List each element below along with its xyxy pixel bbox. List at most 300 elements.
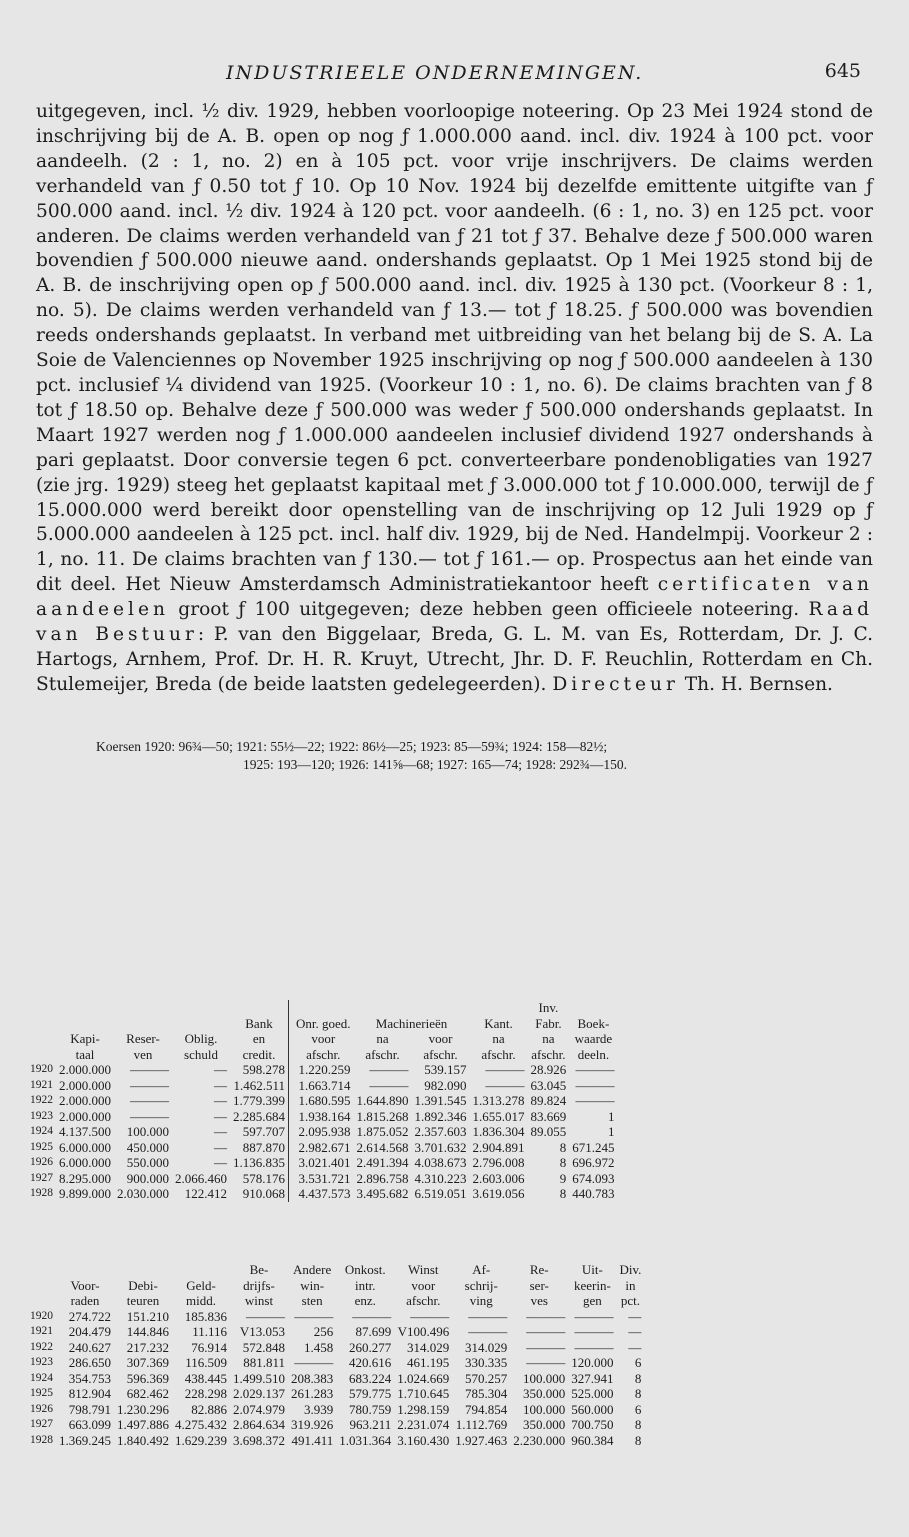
table-cell: ———: [294, 1308, 334, 1324]
table-cell: ———: [246, 1308, 285, 1324]
table-cell: —: [628, 1308, 642, 1324]
table-cell: 3.939: [304, 1401, 334, 1417]
table-cell: 2.000.000: [59, 1093, 111, 1108]
table-cell: 314.029: [465, 1339, 508, 1355]
table-cell: ———: [575, 1062, 615, 1077]
table-cell: 4.275.432: [175, 1417, 227, 1432]
text-segment-4: Th. H. Bernsen.: [678, 673, 833, 695]
balance-header: taal: [75, 1046, 95, 1062]
table-cell: V13.053: [239, 1324, 285, 1339]
results-header: voor: [411, 1277, 436, 1293]
table-cell: 3.698.372: [233, 1432, 285, 1448]
table-cell: 8: [634, 1370, 642, 1386]
table-cell: 3.021.401: [298, 1155, 351, 1170]
results-table: [30, 1262, 644, 1448]
results-header: Debi-: [128, 1277, 158, 1293]
row-year: 1927: [30, 1418, 53, 1430]
table-row: [30, 1371, 644, 1387]
table-cell: 2.285.684: [233, 1108, 285, 1124]
text-segment-3: : P. van den Biggelaar, Breda, G. L. M. van Es, Rotterdam, Dr. J. C. Hartogs, Arnhem, Prof. Dr. H. R. Kruyt, Utrecht, Jhr. D. F. Reuchlin, Rotterdam en Ch. Stulemeijer, Breda (de beide laatsten gedelegeerden).: [36, 624, 873, 695]
table-cell: —: [214, 1108, 227, 1124]
table-cell: 354.753: [68, 1370, 111, 1386]
table-cell: 2.000.000: [59, 1108, 111, 1124]
table-cell: 663.099: [68, 1417, 111, 1432]
running-title: INDUSTRIEELE ONDERNEMINGEN.: [226, 62, 644, 84]
results-header: teuren: [126, 1293, 160, 1308]
table-cell: 1: [608, 1108, 615, 1124]
balance-header: afschr.: [481, 1046, 516, 1062]
results-header: gen: [582, 1293, 602, 1308]
table-cell: 3.495.682: [356, 1186, 409, 1201]
results-header: Re-: [529, 1262, 549, 1277]
table-cell: ———: [526, 1339, 566, 1355]
table-cell: 9.899.000: [59, 1186, 111, 1201]
header-row: [30, 1278, 644, 1294]
table-cell: 1.710.645: [397, 1386, 450, 1401]
table-cell: 2.603.006: [472, 1170, 525, 1186]
table-cell: 2.066.460: [175, 1170, 227, 1186]
table-cell: 1.655.017: [472, 1108, 525, 1124]
table-cell: 1.112.769: [455, 1417, 508, 1432]
table-cell: 3.531.721: [298, 1170, 351, 1186]
table-cell: 1.927.463: [455, 1432, 508, 1448]
table-cell: 274.722: [68, 1308, 111, 1324]
balance-header: schuld: [184, 1046, 218, 1062]
balance-header: afschr.: [423, 1046, 458, 1062]
table-cell: V100.496: [397, 1324, 450, 1339]
results-header: [56, 1262, 114, 1278]
table-cell: 1.938.164: [298, 1108, 351, 1124]
table-cell: 1.024.669: [397, 1370, 450, 1386]
table-cell: 83.669: [530, 1108, 567, 1124]
table-cell: 2.230.000: [513, 1432, 566, 1448]
table-cell: 798.791: [68, 1401, 111, 1417]
row-year: 1923: [30, 1109, 53, 1122]
table-cell: 327.941: [571, 1370, 614, 1386]
balance-header: ven: [133, 1046, 153, 1062]
results-header: winst: [244, 1293, 274, 1308]
table-cell: 1.644.890: [356, 1093, 409, 1108]
table-cell: 2.231.074: [397, 1417, 450, 1432]
spaced-term-raad: Raad van Bestuur: [36, 599, 873, 646]
table-cell: 28.926: [530, 1062, 567, 1077]
table-cell: ———: [575, 1093, 615, 1108]
page-number: 645: [824, 60, 861, 82]
results-header: Voor-: [70, 1277, 100, 1293]
table-cell: 2.095.938: [298, 1124, 351, 1139]
table-cell: 1.815.268: [356, 1108, 409, 1124]
table-cell: 1.462.511: [233, 1077, 285, 1093]
balance-header-boek: Boek-: [577, 1015, 610, 1031]
balance-header: en: [252, 1031, 266, 1046]
table-cell: 314.029: [407, 1339, 450, 1355]
table-cell: 963.211: [349, 1417, 392, 1432]
table-cell: 550.000: [126, 1155, 169, 1170]
results-header: drijfs-: [243, 1277, 275, 1293]
table-cell: 260.277: [349, 1339, 392, 1355]
table-cell: 8: [634, 1432, 642, 1448]
table-cell: 1.369.245: [59, 1432, 111, 1448]
table-row: [30, 1433, 644, 1449]
table-cell: 2.074.979: [233, 1401, 285, 1417]
table-cell: 76.914: [191, 1339, 227, 1355]
balance-header: voor: [428, 1031, 453, 1046]
balance-header: Kapi-: [70, 1031, 100, 1046]
spaced-term-directeur: Directeur: [552, 673, 679, 695]
row-year: 1928: [30, 1187, 53, 1199]
table-cell: —: [214, 1124, 227, 1139]
table-cell: ———: [526, 1324, 566, 1339]
table-row: [30, 1355, 644, 1371]
table-cell: 6: [634, 1401, 642, 1417]
table-cell: 785.304: [465, 1386, 508, 1401]
balance-table: [30, 1000, 618, 1202]
table-cell: 683.224: [349, 1370, 392, 1386]
body-paragraph: [36, 100, 873, 698]
table-cell: 1.663.714: [298, 1077, 351, 1093]
table-cell: 2.864.634: [233, 1417, 285, 1432]
results-header: ving: [469, 1293, 493, 1308]
table-cell: 578.176: [242, 1170, 285, 1186]
table-cell: —: [214, 1155, 227, 1170]
table-cell: 1.298.159: [397, 1401, 450, 1417]
results-table-body: [30, 1309, 644, 1449]
table-cell: 960.384: [571, 1432, 614, 1448]
results-header: midd.: [186, 1293, 216, 1308]
results-header: ser-: [529, 1277, 549, 1293]
row-year: 1924: [30, 1125, 53, 1137]
table-cell: 525.000: [571, 1386, 614, 1401]
table-cell: 420.616: [349, 1355, 392, 1370]
table-cell: 82.886: [191, 1401, 227, 1417]
table-cell: 2.357.603: [414, 1124, 467, 1139]
table-cell: 440.783: [572, 1186, 615, 1201]
table-cell: 6.000.000: [59, 1139, 111, 1155]
balance-header: afschr.: [306, 1046, 341, 1062]
balance-header: deeln.: [577, 1046, 610, 1062]
table-cell: 100.000: [523, 1401, 566, 1417]
results-header: [172, 1262, 230, 1278]
results-header: keerin-: [573, 1277, 611, 1293]
table-cell: 4.437.573: [298, 1186, 351, 1201]
table-cell: ———: [369, 1077, 409, 1093]
table-cell: 3.619.056: [472, 1186, 525, 1201]
table-cell: ———: [130, 1093, 169, 1108]
text-segment-2: groot ƒ 100 uitgegeven; deze hebben geen officieele noteering.: [168, 599, 809, 621]
table-cell: —: [214, 1062, 227, 1077]
table-cell: 2.491.394: [356, 1155, 409, 1170]
table-cell: 2.000.000: [59, 1062, 111, 1077]
table-cell: 598.278: [242, 1062, 285, 1077]
table-cell: —: [628, 1339, 642, 1355]
results-header: Onkost.: [344, 1262, 386, 1277]
balance-header: afschr.: [531, 1046, 566, 1062]
koersen-line-2: 1925: 193—120; 1926: 141⅝—68; 1927: 165—74; 1928: 292¾—150.: [243, 756, 628, 772]
table-cell: 1: [608, 1124, 615, 1139]
table-cell: —: [214, 1077, 227, 1093]
results-header: pct.: [620, 1293, 641, 1308]
table-cell: 185.836: [184, 1308, 227, 1324]
table-cell: 1.497.886: [117, 1417, 169, 1432]
table-cell: 2.796.008: [472, 1155, 525, 1170]
table-row: [30, 1140, 618, 1156]
table-cell: 1.779.399: [233, 1093, 285, 1108]
table-cell: ———: [130, 1062, 169, 1077]
table-cell: 1.136.835: [233, 1155, 285, 1170]
row-year: 1926: [30, 1156, 53, 1168]
table-cell: ———: [485, 1062, 525, 1077]
table-cell: ———: [468, 1308, 508, 1324]
table-cell: 696.972: [572, 1155, 615, 1170]
results-header: schrij-: [464, 1277, 498, 1293]
balance-header-mach: Machinerieën: [375, 1015, 448, 1031]
table-cell: 87.699: [355, 1324, 392, 1339]
table-cell: 1.892.346: [414, 1108, 467, 1124]
table-cell: 8: [559, 1155, 567, 1170]
results-header: Af-: [472, 1262, 491, 1277]
table-cell: 8.295.000: [59, 1170, 111, 1186]
table-cell: 100.000: [126, 1124, 169, 1139]
table-cell: 1.031.364: [339, 1432, 392, 1448]
row-year: 1922: [30, 1094, 53, 1106]
table-cell: —: [214, 1093, 227, 1108]
balance-header: credit.: [242, 1046, 276, 1062]
table-row: [30, 1309, 644, 1325]
results-header: raden: [70, 1293, 100, 1308]
page-header: [36, 52, 873, 92]
row-year: 1921: [30, 1078, 53, 1091]
balance-header: Oblig.: [184, 1031, 218, 1046]
table-row: [30, 1171, 618, 1187]
table-cell: 228.298: [184, 1386, 227, 1401]
table-cell: 8: [634, 1417, 642, 1432]
table-cell: —: [628, 1324, 642, 1339]
table-cell: ———: [575, 1077, 615, 1093]
table-cell: 3.160.430: [397, 1432, 450, 1448]
table-row: [30, 1062, 618, 1078]
koersen-line-1: Koersen 1920: 96¾—50; 1921: 55½—22; 1922: 86½—25; 1923: 85—59¾; 1924: 158—82½;: [96, 738, 608, 754]
table-row: [30, 1109, 618, 1125]
table-cell: 982.090: [424, 1077, 467, 1093]
table-row: [30, 1124, 618, 1140]
results-header: in: [625, 1277, 636, 1293]
results-header: ves: [530, 1293, 548, 1308]
results-header: Uit-: [581, 1262, 603, 1277]
table-cell: 286.650: [68, 1355, 111, 1370]
table-cell: 4.137.500: [59, 1124, 111, 1139]
results-table-header: [30, 1262, 644, 1309]
table-cell: 1.391.545: [414, 1093, 467, 1108]
header-row: [30, 1293, 644, 1309]
table-cell: ———: [410, 1308, 450, 1324]
table-cell: 1.629.239: [175, 1432, 227, 1448]
table-cell: 1.220.259: [298, 1062, 351, 1077]
table-cell: 700.750: [571, 1417, 614, 1432]
table-cell: 1.836.304: [472, 1124, 525, 1139]
table-cell: 910.068: [242, 1186, 285, 1201]
balance-header-kant: Kant.: [484, 1015, 513, 1031]
table-cell: 539.157: [424, 1062, 467, 1077]
table-cell: 1.840.492: [117, 1432, 169, 1448]
results-header: enz.: [354, 1293, 376, 1308]
results-header: Be-: [249, 1262, 269, 1277]
table-cell: 307.369: [126, 1355, 169, 1370]
table-cell: 2.030.000: [117, 1186, 169, 1201]
row-year: 1921: [30, 1325, 53, 1337]
spaced-term-certificaten: certificaten van aandeelen: [36, 574, 874, 621]
table-cell: ———: [352, 1308, 392, 1324]
table-cell: 450.000: [126, 1139, 169, 1155]
table-cell: 1.499.510: [233, 1370, 285, 1386]
table-cell: 151.210: [126, 1308, 169, 1324]
row-year: 1924: [30, 1371, 53, 1384]
table-cell: 881.811: [243, 1355, 285, 1370]
table-cell: 208.383: [291, 1370, 334, 1386]
table-cell: 579.775: [349, 1386, 392, 1401]
balance-header-inv: Inv.: [538, 1000, 559, 1015]
table-cell: 780.759: [349, 1401, 392, 1417]
table-cell: 1.313.278: [472, 1093, 525, 1108]
table-cell: 1.230.296: [117, 1401, 169, 1417]
text-segment-1: uitgegeven, incl. ½ div. 1929, hebben voorloopige noteering. Op 23 Mei 1924 stond de inschrijving bij de A. B. open op nog ƒ 1.000.000 aand. incl. div. 1924 à 100 pct. voor aandeelh. (2 : 1, no. 2) en à 105 pct. voor vrije inschrijvers. De claims werden verhandeld van ƒ 0.50 tot ƒ 10. Op 10 Nov. 1924 bij dezelfde emittente uitgifte van ƒ 500.000 aand. incl. ½ div. 1924 à 120 pct. voor aandeelh. (6 : 1, no. 3) en 125 pct. voor anderen. De claims werden verhandeld van ƒ 21 tot ƒ 37. Behalve deze ƒ 500.000 waren bovendien ƒ 500.000 nieuwe aand. ondershands geplaatst. Op 1 Mei 1925 stond bij de A. B. de inschrijving open op ƒ 500.000 aand. incl. div. 1925 à 130 pct. (Voorkeur 8 : 1, no. 5). De claims werden verhandeld van ƒ 13.— tot ƒ 18.25. ƒ 500.000 was bovendien reeds ondershands geplaatst. In verband met uitbreiding van het belang bij de S. A. La Soie de Valenciennes op November 1925 inschrijving op nog ƒ 500.000 aandeelen à 130 pct. inclusief ¼ dividend van 1925. (Voorkeur 10 : 1, no. 6). De claims brachten van ƒ 8 tot ƒ 18.50 op. Behalve deze ƒ 500.000 was weder ƒ 500.000 ondershands geplaatst. In Maart 1927 werden nog ƒ 1.000.000 aandeelen inclusief dividend 1927 ondershands à pari geplaatst. Door conversie tegen 6 pct. converteerbare pondenobligaties van 1927 (zie jrg. 1929) steeg het geplaatst kapitaal met ƒ 3.000.000 tot ƒ 10.000.000, terwijl de ƒ 15.000.000 werd bereikt door openstelling van de inschrijving op 12 Juli 1929 op ƒ 5.000.000 aandeelen à 125 pct. incl. half div. 1929, bij de Ned. Handelmpij. Voorkeur 2 : 1, no. 11. De claims brachten van ƒ 130.— tot ƒ 161.— op. Prospectus aan het einde van dit deel. Het Nieuw Amsterdamsch Administratiekantoor heeft: [36, 101, 873, 596]
table-cell: 491.411: [291, 1432, 334, 1448]
table-cell: 256: [313, 1324, 334, 1339]
row-year: 1920: [30, 1309, 53, 1322]
table-row: [30, 1186, 618, 1202]
table-cell: 261.283: [291, 1386, 334, 1401]
table-cell: 900.000: [126, 1170, 169, 1186]
table-row: [30, 1417, 644, 1433]
table-cell: 671.245: [572, 1139, 615, 1155]
table-cell: 6.000.000: [59, 1155, 111, 1170]
row-year: 1927: [30, 1171, 53, 1184]
table-row: [30, 1078, 618, 1094]
table-cell: 217.232: [126, 1339, 169, 1355]
table-cell: —: [214, 1139, 227, 1155]
row-year: 1922: [30, 1340, 53, 1353]
table-row: [30, 1386, 644, 1402]
table-row: [30, 1324, 644, 1340]
balance-table-body: [30, 1062, 618, 1202]
table-cell: 89.055: [530, 1124, 567, 1139]
results-header: Div.: [619, 1262, 642, 1277]
row-year: 1926: [30, 1402, 53, 1415]
balance-header: voor: [311, 1031, 336, 1046]
results-header: Geld-: [186, 1277, 216, 1293]
table-cell: 812.904: [68, 1386, 111, 1401]
table-cell: 4.038.673: [414, 1155, 467, 1170]
table-cell: 572.848: [242, 1339, 285, 1355]
table-cell: 3.701.632: [414, 1139, 467, 1155]
balance-header: afschr.: [365, 1046, 400, 1062]
table-cell: 1.680.595: [298, 1093, 351, 1108]
table-cell: 4.310.223: [414, 1170, 467, 1186]
table-cell: 89.824: [530, 1093, 567, 1108]
table-cell: 63.045: [530, 1077, 567, 1093]
table-cell: 570.257: [465, 1370, 508, 1386]
results-header: sten: [301, 1293, 323, 1308]
table-cell: 887.870: [242, 1139, 285, 1155]
table-cell: 6: [634, 1355, 642, 1370]
results-header: win-: [300, 1277, 325, 1293]
table-cell: 100.000: [523, 1370, 566, 1386]
table-cell: ———: [468, 1324, 508, 1339]
balance-header-fabr: Fabr.: [535, 1015, 562, 1031]
table-cell: 560.000: [571, 1401, 614, 1417]
table-cell: 350.000: [523, 1417, 566, 1432]
table-cell: 6.519.051: [414, 1186, 467, 1201]
table-cell: 674.093: [572, 1170, 615, 1186]
results-header: afschr.: [406, 1293, 441, 1308]
header-row: [30, 1262, 644, 1278]
table-row: [30, 1093, 618, 1109]
row-year: 1928: [30, 1433, 53, 1446]
table-cell: 120.000: [571, 1355, 614, 1370]
table-cell: ———: [526, 1355, 566, 1370]
table-cell: 350.000: [523, 1386, 566, 1401]
table-cell: 794.854: [465, 1401, 508, 1417]
table-cell: 596.369: [126, 1370, 169, 1386]
table-cell: 8: [559, 1139, 567, 1155]
table-cell: 2.029.137: [233, 1386, 285, 1401]
table-row: [30, 1155, 618, 1171]
table-cell: 682.462: [126, 1386, 169, 1401]
results-header: intr.: [354, 1277, 376, 1293]
balance-header: na: [376, 1031, 389, 1046]
table-cell: ———: [294, 1355, 334, 1370]
table-cell: 2.000.000: [59, 1077, 111, 1093]
balance-header: na: [492, 1031, 505, 1046]
table-cell: ———: [130, 1077, 169, 1093]
table-cell: 240.627: [68, 1339, 111, 1355]
table-cell: 9: [559, 1170, 567, 1186]
balance-table-header: [30, 1000, 618, 1062]
table-cell: 319.926: [291, 1417, 334, 1432]
table-cell: 2.896.758: [356, 1170, 409, 1186]
table-cell: 2.982.671: [298, 1139, 351, 1155]
table-cell: 204.479: [68, 1324, 111, 1339]
table-cell: 144.846: [126, 1324, 169, 1339]
results-header: [114, 1262, 172, 1278]
koersen-block: [96, 738, 873, 774]
row-year: 1923: [30, 1356, 53, 1368]
table-cell: 116.509: [185, 1355, 227, 1370]
table-cell: 8: [559, 1186, 567, 1201]
table-cell: ———: [485, 1077, 525, 1093]
balance-header-onr: Onr. goed.: [296, 1015, 351, 1031]
table-cell: 8: [634, 1386, 642, 1401]
balance-header: Reser-: [126, 1031, 160, 1046]
results-header: Winst: [407, 1262, 439, 1277]
table-cell: ———: [130, 1108, 169, 1124]
row-year: 1925: [30, 1387, 53, 1399]
row-year: 1920: [30, 1063, 53, 1075]
table-cell: 1.875.052: [356, 1124, 409, 1139]
balance-header: na: [542, 1031, 555, 1046]
table-cell: 2.614.568: [356, 1139, 409, 1155]
balance-header-bank: Bank: [245, 1015, 273, 1031]
table-cell: 2.904.891: [472, 1139, 525, 1155]
table-cell: 122.412: [184, 1186, 227, 1201]
table-cell: 438.445: [184, 1370, 227, 1386]
table-cell: ———: [574, 1324, 614, 1339]
table-cell: ———: [574, 1308, 614, 1324]
table-row: [30, 1340, 644, 1356]
table-cell: 1.458: [304, 1339, 334, 1355]
table-row: [30, 1402, 644, 1418]
table-cell: ———: [574, 1339, 614, 1355]
table-cell: ———: [369, 1062, 409, 1077]
